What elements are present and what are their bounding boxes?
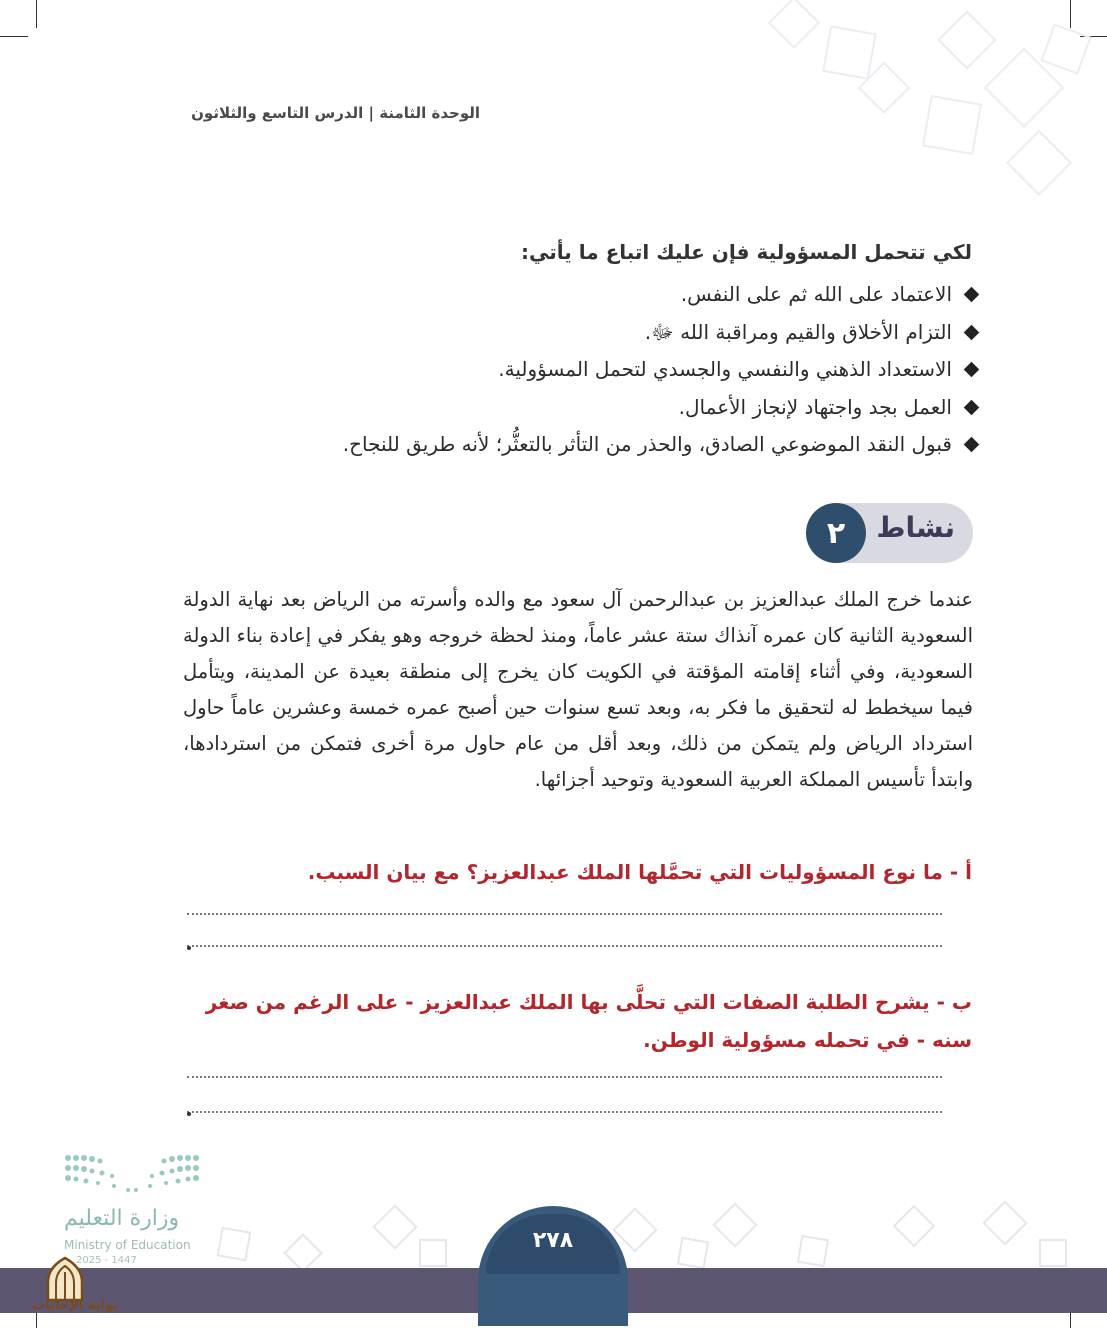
page-number: ٢٧٨	[532, 1228, 574, 1253]
answer-line[interactable]	[187, 945, 942, 947]
ministry-name-english: Ministry of Education	[64, 1238, 191, 1252]
bullet-icon	[964, 324, 980, 340]
list-item	[157, 351, 977, 389]
list-item-text: التزام الأخلاق والقيم ومراقبة الله ﷻ.	[644, 319, 952, 344]
list-item	[157, 389, 977, 427]
line-dot	[187, 946, 191, 950]
list-item-text: الاستعداد الذهني والنفسي والجسدي لتحمل المسؤولية.	[498, 357, 952, 381]
answer-line[interactable]	[187, 1111, 942, 1113]
answer-line[interactable]	[187, 913, 942, 915]
question-b: ب - يشرح الطلبة الصفات التي تحلَّى بها الملك عبدالعزيز - على الرغم من صغر سنه - في تحمله مسؤولية الوطن.	[205, 990, 972, 1052]
activity-number: ٢	[806, 503, 866, 563]
responsibility-list	[157, 276, 977, 464]
crop-mark	[36, 0, 37, 28]
responsibility-heading: لكي تتحمل المسؤولية فإن عليك اتباع ما يأتي:	[520, 240, 972, 264]
crop-mark	[0, 36, 28, 37]
ministry-logo-icon	[62, 1150, 202, 1200]
activity-badge	[806, 503, 973, 563]
list-item-text: العمل بجد واجتهاد لإنجاز الأعمال.	[678, 394, 952, 419]
bullet-icon	[964, 287, 980, 303]
list-item	[157, 276, 977, 314]
list-item-text: قبول النقد الموضوعي الصادق، والحذر من التأثر بالتعثُّر؛ لأنه طريق للنجاح.	[342, 432, 952, 456]
activity-paragraph: عندما خرج الملك عبدالعزيز بن عبدالرحمن آل سعود مع والده وأسرته من الرياض بعد نهاية الدولة السعودية الثانية كان عمره آنذاك ستة عشر عاماً، ومنذ لحظة خروجه وهو يفكر في إعادة بناء الدولة السعودية، وفي أثناء إقامته المؤقتة في الكويت كان يخرج إلى منطقة بعيدة عن المدينة، ويتأمل فيما سيخطط له لتحقيق ما فكر به، وبعد تسع سنوات حين أصبح عمره خمسة وعشرين عاماً حاول استرداد الرياض ولم يتمكن من ذلك، وبعد أقل من عام حاول مرة أخرى فتمكن من استردادها، وابتدأ تأسيس المملكة العربية السعودية وتوحيد أجزائها.	[183, 588, 973, 791]
unit-lesson-header: الوحدة الثامنة | الدرس التاسع والثلاثون	[191, 104, 480, 122]
header-pattern	[627, 0, 1107, 210]
line-dot	[187, 1112, 191, 1116]
activity-label: نشاط	[876, 511, 955, 544]
list-item	[157, 314, 977, 352]
list-item-text: الاعتماد على الله ثم على النفس.	[680, 282, 952, 306]
question-a: أ - ما نوع المسؤوليات التي تحمَّلها الملك عبدالعزيز؟ مع بيان السبب.	[307, 860, 972, 884]
bullet-icon	[964, 437, 980, 453]
bullet-icon	[964, 399, 980, 415]
list-item	[157, 426, 977, 464]
watermark-text: بوابة الإجابات	[32, 1298, 118, 1313]
bullet-icon	[964, 362, 980, 378]
watermark-mosque-icon	[40, 1256, 90, 1302]
answer-line[interactable]	[187, 1076, 942, 1078]
ministry-year: 2025 - 1447	[76, 1255, 137, 1266]
ministry-name-arabic: وزارة التعليم	[64, 1206, 180, 1231]
footer-pattern	[200, 1200, 1100, 1270]
